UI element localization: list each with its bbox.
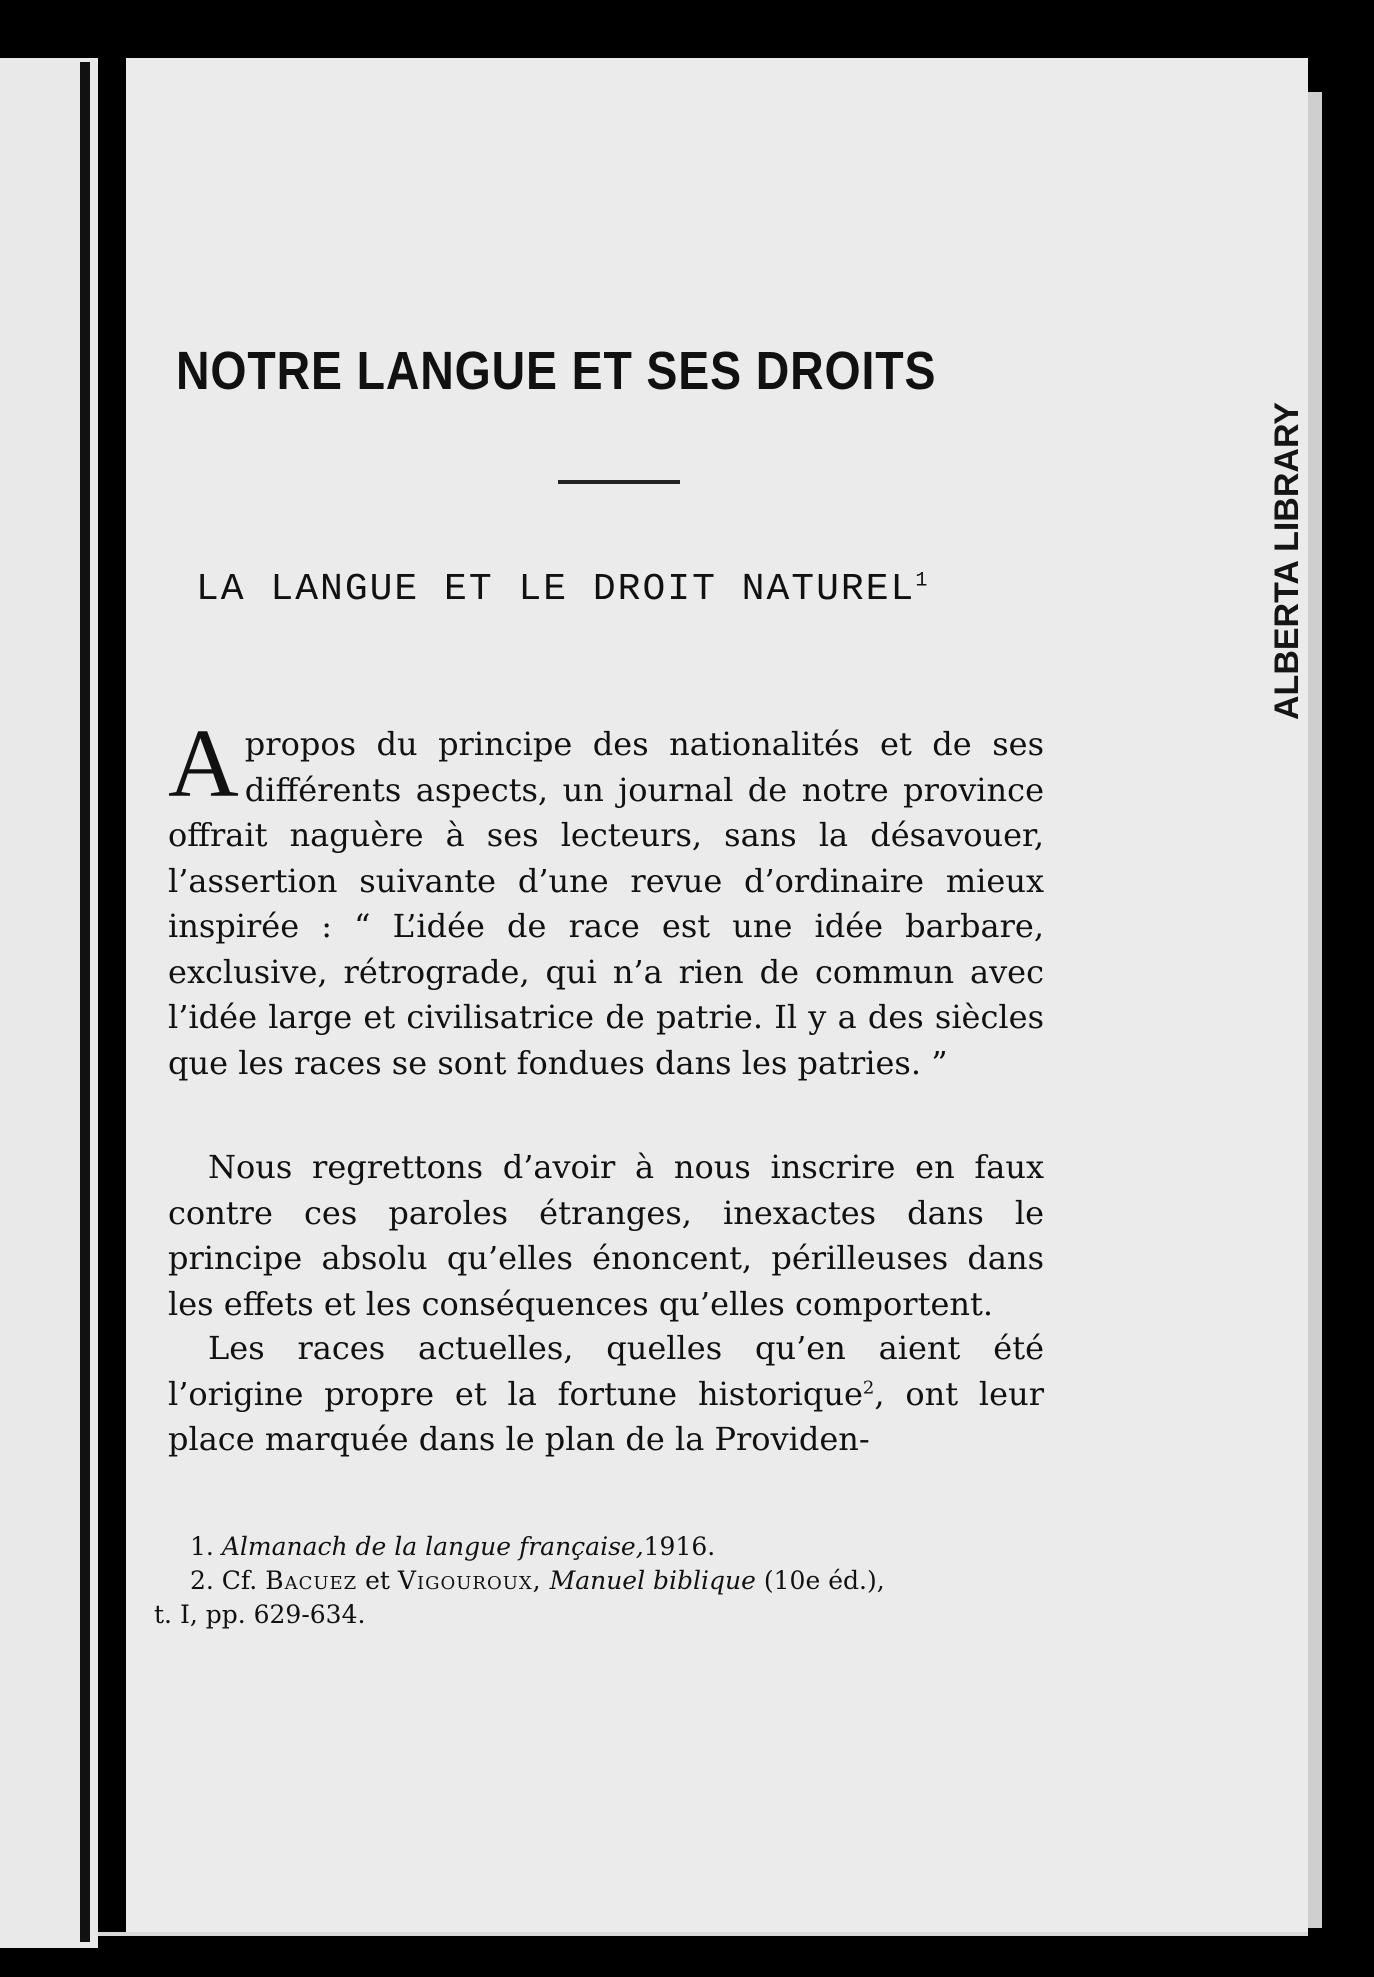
footnote-2	[154, 1564, 1054, 1598]
title-divider	[558, 480, 680, 484]
drop-cap: A	[168, 710, 239, 818]
footnote-2-author-1: Bacuez	[265, 1566, 358, 1595]
page-title: NOTRE LANGUE ET SES DROITS	[176, 341, 937, 401]
footnote-2-number: 2. Cf.	[190, 1566, 258, 1595]
footnote-2-author-2: Vigouroux,	[397, 1566, 542, 1595]
footnote-2-title: Manuel biblique	[549, 1566, 756, 1595]
footnote-ref-1: 1	[915, 569, 928, 593]
page-edge	[1308, 92, 1322, 1928]
footnotes	[154, 1530, 1054, 1632]
footnote-1	[154, 1530, 1054, 1564]
paragraph-3-text-b: , ont leur place marquée dans le plan de la Providen-	[168, 1374, 1045, 1458]
paragraph-3-text-a: Les races actuelles, quelles qu’en aient été l’origine propre et la fortune historique	[168, 1329, 1044, 1413]
section-heading	[196, 568, 927, 611]
section-heading-text: LA LANGUE ET LE DROIT NATUREL	[196, 568, 916, 611]
footnote-2-and: et	[365, 1566, 390, 1595]
footnote-ref-2: 2	[862, 1376, 875, 1398]
paragraph-3	[168, 1326, 1044, 1463]
paragraph-1-text: propos du principe des nationalités et de ses différents aspects, un journal de notre province offrait naguère à ses lecteurs, sans la désavouer, l’assertion suivante d’une revue d’ordinaire mieux inspirée : “ L’idée de race est une idée barbare, exclusive, rétrograde, qui n’a rien de commun avec l’idée large et civilisatrice de patrie. Il y a des siècles que les races se sont fondues dans les patries. ”	[168, 725, 1044, 1082]
footnote-1-year: 1916.	[643, 1532, 716, 1561]
footnote-1-number: 1.	[190, 1532, 214, 1561]
footnote-2-edition: (10e éd.),	[763, 1566, 885, 1595]
library-stamp: ALBERTA LIBRARY	[1268, 402, 1306, 720]
paragraph-2: Nous regrettons d’avoir à nous inscrire en faux contre ces paroles étranges, inexactes dans le principe absolu qu’elles énoncent, périlleuses dans les effets et les conséquences qu’elles comportent.	[168, 1148, 1044, 1323]
footnote-1-title: Almanach de la langue française,	[221, 1532, 644, 1561]
binding-rule	[80, 62, 90, 1942]
footnote-2-continuation: t. I, pp. 629-634.	[154, 1600, 366, 1629]
paragraph-1	[168, 710, 1044, 1086]
page-bottom-edge	[98, 1932, 1308, 1936]
